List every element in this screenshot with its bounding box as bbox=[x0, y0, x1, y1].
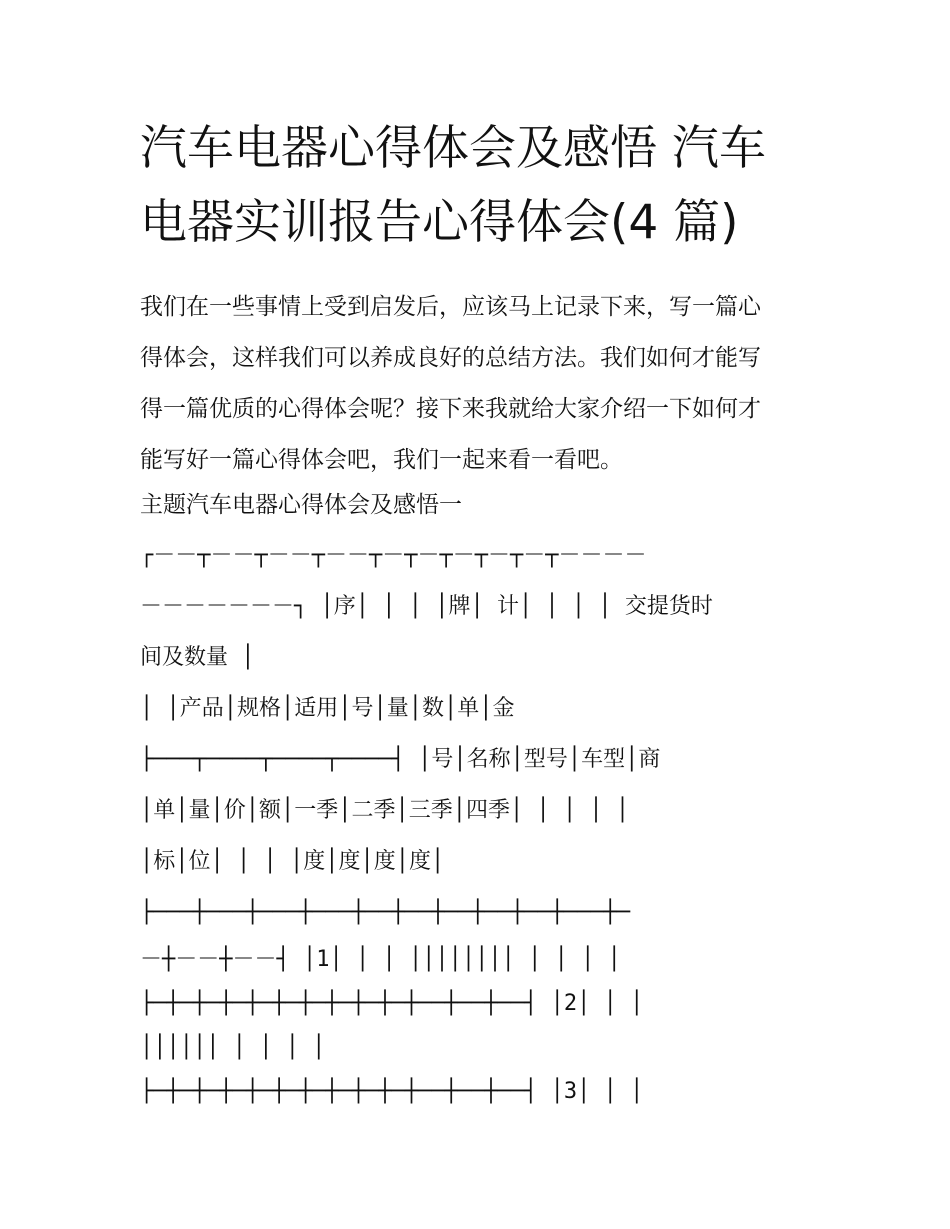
intro-line: 得体会，这样我们可以养成良好的总结方法。我们如何才能写 bbox=[140, 345, 761, 371]
table-text-line: ├───┬────┬────┬────┤ │号│名称│型号│车型│商 bbox=[140, 747, 661, 772]
table-text-line: －－－－－－－┐ │序│ │ │ │牌│ 计│ │ │ │ 交提货时 bbox=[140, 594, 713, 619]
table-text-line: 间及数量 │ bbox=[140, 645, 255, 670]
table-text-line: ├───┼───┼───┼───┼──┼──┼──┼──┼──┼───┼─ bbox=[140, 900, 631, 925]
intro-line: 我们在一些事情上受到启发后，应该马上记录下来，写一篇心 bbox=[140, 294, 761, 320]
ascii-table-text bbox=[140, 530, 820, 1114]
title-line-2: 电器实训报告心得体会(4 篇) bbox=[140, 195, 739, 250]
intro-line: 能写好一篇心得体会吧，我们一起来看一看吧。 bbox=[140, 447, 623, 473]
intro-paragraph bbox=[140, 282, 820, 486]
table-text-line: ├─┼─┼─┼─┼─┼─┼─┼─┼─┼─┼──┼──┼──┤ │2│ │ │ bbox=[140, 991, 644, 1016]
table-text-line: ││││││ │ │ │ │ bbox=[140, 1035, 326, 1060]
intro-line: 得一篇优质的心得体会呢？接下来我就给大家介绍一下如何才 bbox=[140, 396, 761, 422]
title-line-1: 汽车电器心得体会及感悟 汽车 bbox=[140, 121, 766, 176]
document-title bbox=[140, 112, 830, 260]
table-text-line: │标│位│ │ │ │度│度│度│度│ bbox=[140, 849, 445, 874]
table-text-line: ├─┼─┼─┼─┼─┼─┼─┼─┼─┼─┼──┼──┼──┤ │3│ │ │ bbox=[140, 1079, 644, 1104]
table-text-line: │ │产品│规格│适用│号│量│数│单│金 bbox=[140, 696, 515, 721]
section-subheading: 主题汽车电器心得体会及感悟一 bbox=[140, 492, 462, 518]
table-text-line: │单│量│价│额│一季│二季│三季│四季│ │ │ │ │ bbox=[140, 798, 630, 823]
table-text-line: －┼－－┼－－┤ │1│ │ │ ││││││││ │ │ │ │ bbox=[140, 947, 621, 972]
table-text-line: ┌－－┬－－┬－－┬－－┬－┬－┬－┬－┬－┬－－－－ bbox=[140, 543, 647, 568]
